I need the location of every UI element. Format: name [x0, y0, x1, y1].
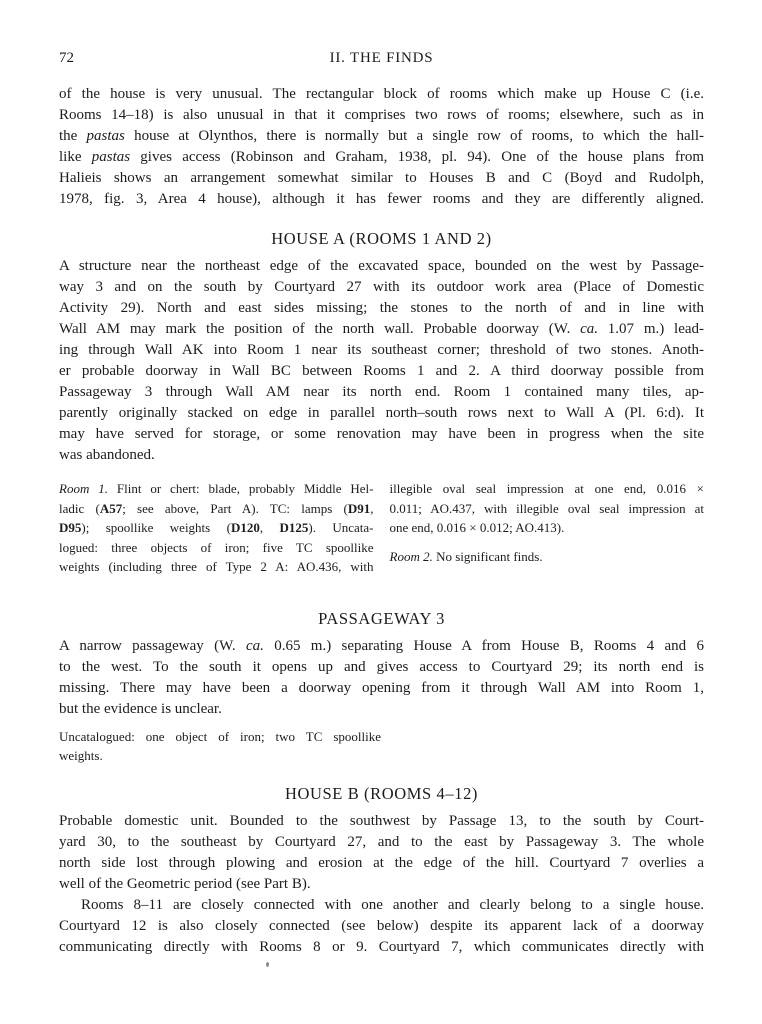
catalog-number: D125 — [279, 520, 309, 535]
text-line: the pastas house at Olynthos, there is normally but a single row of rooms, to which the hall- — [59, 128, 704, 144]
text-line: er probable doorway in Wall BC between Rooms 1 and 2. A third doorway possible from — [59, 363, 704, 379]
page-number: 72 — [59, 50, 74, 66]
text-line: Activity 29). North and east sides missing; the stones to the north of and in line with — [59, 300, 704, 316]
italic-text: Room 2. — [389, 548, 433, 564]
text-line: ing through Wall AK into Room 1 near its southeast corner; threshold of two stones. Anoth- — [59, 342, 704, 358]
text-line: of the house is very unusual. The rectangular block of rooms which make up House C (i.e. — [59, 86, 704, 102]
text-line: Uncatalogued: one object of iron; two TC spoollike — [59, 728, 381, 744]
passageway-3-heading: PASSAGEWAY 3 — [318, 608, 445, 628]
text-line: yard 30, to the southeast by Courtyard 27, and to the east by Passageway 3. The whole — [59, 833, 704, 850]
text-line: communicating directly with Rooms 8 or 9. Courtyard 7, which communicates directly with — [59, 938, 704, 955]
house-b-paragraph-2 — [59, 895, 704, 958]
room-2-catalog-entry — [390, 547, 705, 567]
text-line: 1978, fig. 3, Area 4 house), although it has fewer rooms and they are differently aligned. — [59, 191, 704, 207]
text-line: Courtyard 12 is also closely connected (see below) despite its apparent lack of a doorway — [59, 917, 704, 934]
text-line: may have served for storage, or some renovation may have been in progress when the site — [59, 426, 704, 442]
catalog-left-column — [59, 479, 374, 577]
page-body — [59, 84, 704, 958]
text-line: Rooms 8–11 are closely connected with one another and clearly belong to a single house. — [81, 896, 704, 913]
page-header — [59, 48, 704, 68]
text-line: logued: three objects of iron; five TC spoollike — [59, 539, 374, 555]
catalog-right-column — [390, 479, 705, 577]
text-line: was abandoned. — [59, 447, 155, 463]
text-line: weights. — [59, 748, 103, 763]
text-line: way 3 and on the south by Courtyard 27 with its outdoor work area (Place of Domestic — [59, 279, 704, 295]
intro-paragraph — [59, 84, 704, 210]
text-line: 0.011; AO.437, with illegible oval seal impression at — [389, 500, 704, 516]
italic-text: Room 1. — [59, 481, 108, 496]
text-line: parently originally stacked on edge in parallel north–south rows next to Wall A (Pl. 6:d). It — [59, 405, 704, 421]
text-line: weights (including three of Type 2 A: AO.436, with — [59, 559, 374, 574]
text-line: one end, 0.016 × 0.012; AO.413). — [389, 520, 565, 535]
text-line: Passageway 3 through Wall AM near its north end. Room 1 contained many tiles, ap- — [59, 384, 704, 400]
house-b-heading: HOUSE B (ROOMS 4–12) — [284, 783, 479, 803]
text-line: Room 1. Flint or chert: blade, probably Middle Hel- — [59, 481, 374, 496]
text-line: like pastas gives access (Robinson and Graham, 1938, pl. 94). One of the house plans from — [59, 149, 705, 165]
text-line: Halieis shows an arrangement somewhat similar to Houses B and C (Boyd and Rudolph, — [59, 170, 704, 186]
scan-speck — [266, 962, 269, 967]
text-line: Wall AM may mark the position of the north wall. Probable doorway (W. ca. 1.07 m.) lead- — [59, 321, 705, 337]
text-line: ladic (A57; see above, Part A). TC: lamps (D91, — [59, 500, 374, 516]
room-catalog — [59, 479, 704, 577]
house-a-heading: HOUSE A (ROOMS 1 AND 2) — [271, 229, 492, 248]
room-1-catalog-continuation — [390, 479, 705, 538]
italic-text: pastas — [91, 149, 131, 165]
room-1-catalog-entry — [59, 479, 374, 577]
text-line: illegible oval seal impression at one end, 0.016 × — [389, 481, 704, 496]
house-b-paragraph-1 — [59, 811, 704, 895]
text-line: to the west. To the south it opens up and gives access to Courtyard 29; its north end is — [59, 658, 704, 675]
italic-text: ca. — [245, 637, 264, 654]
text-line: A narrow passageway (W. ca. 0.65 m.) separating House A from House B, Rooms 4 and 6 — [59, 637, 704, 654]
house-a-paragraph — [59, 256, 704, 466]
italic-text: pastas — [86, 128, 125, 144]
text-line: A structure near the northeast edge of the excavated space, bounded on the west by Passage- — [59, 258, 704, 274]
running-head: II. THE FINDS — [329, 50, 434, 66]
text-line: Rooms 14–18) is also unusual in that it comprises two rows of rooms; elsewhere, such as in — [59, 107, 704, 123]
catalog-number: D95 — [59, 520, 82, 535]
passageway-3-uncatalogued — [59, 727, 381, 766]
text-line: but the evidence is unclear. — [59, 700, 222, 717]
text-line: north side lost through plowing and erosion at the edge of the hill. Courtyard 7 overlies a — [59, 854, 704, 871]
catalog-number: D120 — [230, 520, 260, 535]
text-line: well of the Geometric period (see Part B). — [59, 875, 311, 892]
text-line: missing. There may have been a doorway opening from it through Wall AM into Room 1, — [59, 679, 704, 696]
text-line: Room 2. No significant finds. — [389, 548, 543, 564]
text-line: Probable domestic unit. Bounded to the southwest by Passage 13, to the south by Court- — [59, 812, 704, 829]
passageway-3-paragraph — [59, 636, 704, 720]
catalog-number: A57 — [99, 500, 123, 516]
text-line: D95); spoollike weights (D120, D125). Uncata- — [59, 520, 374, 535]
catalog-number: D91 — [347, 500, 371, 516]
italic-text: ca. — [580, 321, 599, 337]
